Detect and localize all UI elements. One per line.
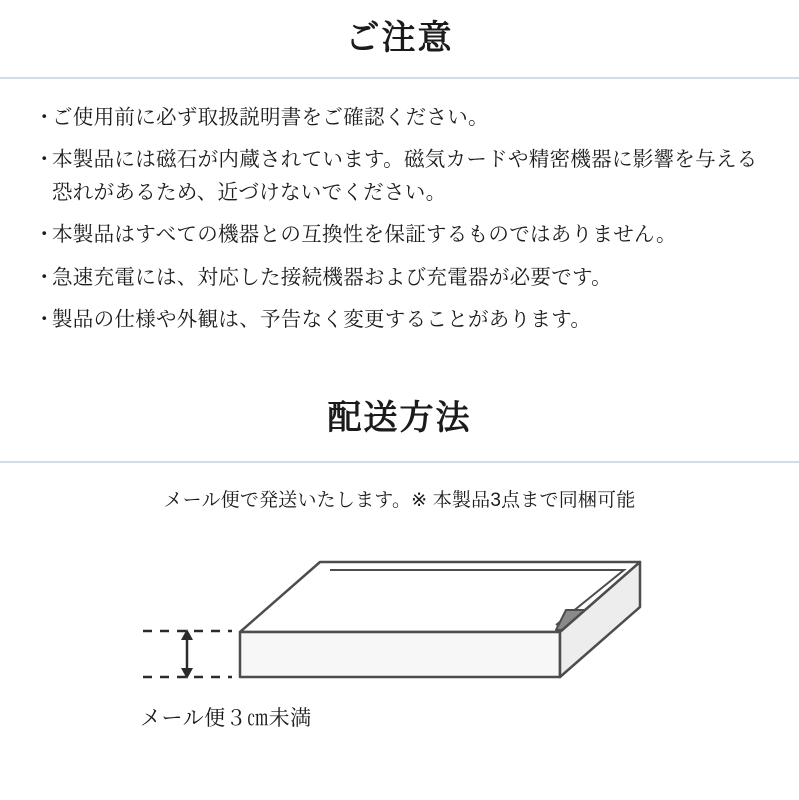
shipping-section-title: 配送方法 <box>327 399 472 437</box>
list-item <box>34 101 769 134</box>
shipping-note-text: メール便で発送いたします。※ 本製品3点まで同梱可能 <box>163 489 636 511</box>
list-item <box>34 303 769 336</box>
list-item-text: 本製品には磁石が内蔵されています。磁気カードや精密機器に影響を与える恐れがあるため、近づけないでください。 <box>52 148 758 205</box>
list-item <box>34 261 769 294</box>
bullet-icon: ・ <box>34 105 55 129</box>
bullet-icon: ・ <box>34 307 55 331</box>
list-item-text: ご使用前に必ず取扱説明書をご確認ください。 <box>52 105 489 129</box>
flat-parcel-box-illustration <box>0 512 799 762</box>
bullet-icon: ・ <box>34 265 55 289</box>
notice-section <box>0 18 799 345</box>
parcel-figure <box>0 512 799 762</box>
shipping-section <box>0 398 799 762</box>
list-item-text: 急速充電には、対応した接続機器および充電器が必要です。 <box>52 265 612 289</box>
figure-caption: メール便３㎝未満 <box>140 706 312 730</box>
list-item-text: 製品の仕様や外観は、予告なく変更することがあります。 <box>52 307 592 331</box>
notice-list <box>0 79 799 336</box>
notice-section-title: ご注意 <box>345 19 454 57</box>
bullet-icon: ・ <box>34 148 55 171</box>
bullet-icon: ・ <box>34 223 55 247</box>
list-item <box>34 218 769 251</box>
list-item <box>34 143 769 209</box>
list-item-text: 本製品はすべての機器との互換性を保証するものではありません。 <box>52 223 677 247</box>
